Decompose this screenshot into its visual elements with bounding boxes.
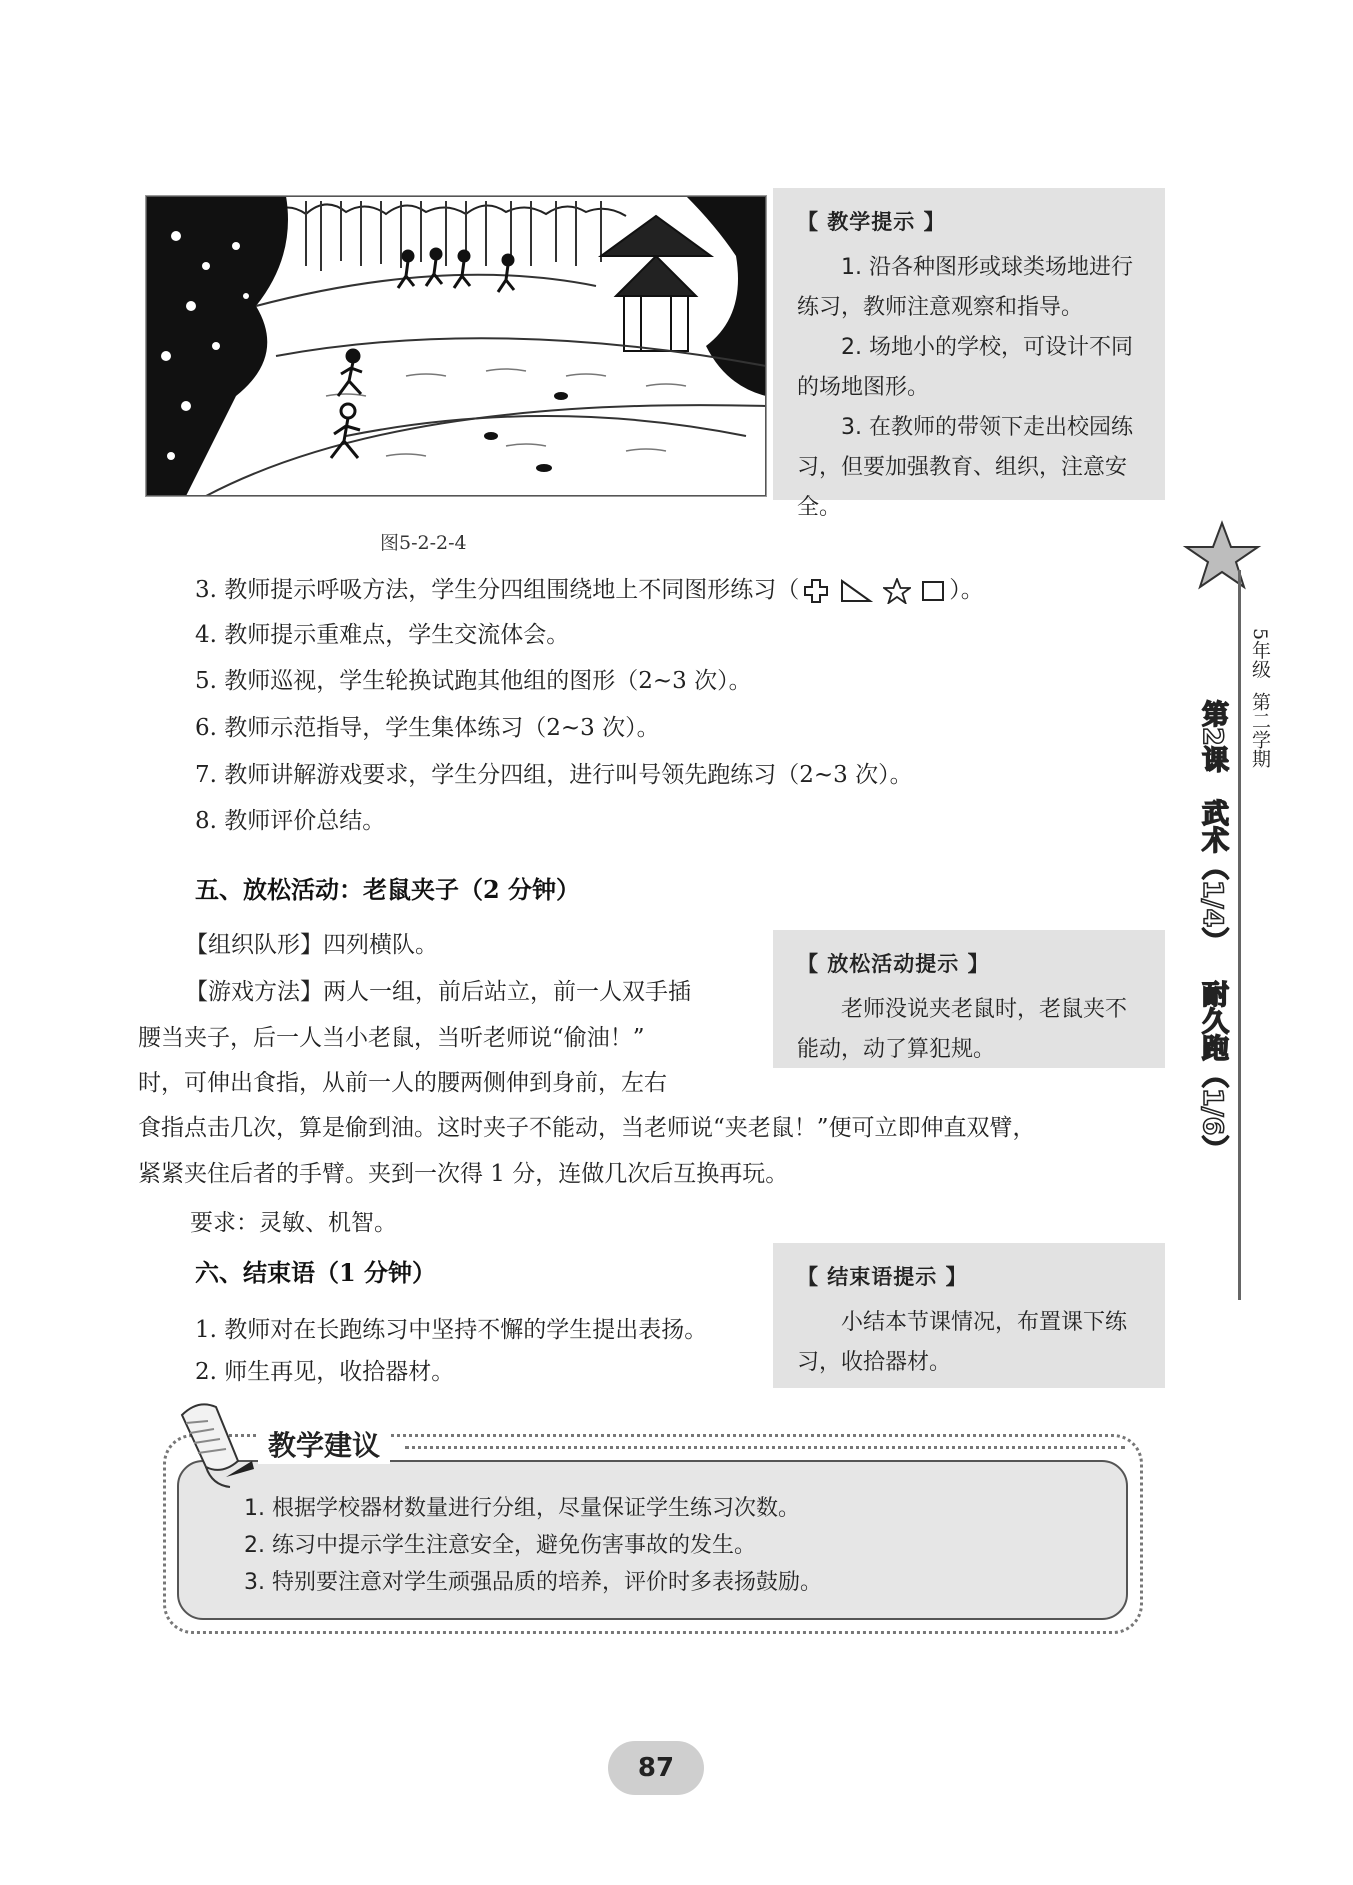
side-grade-term xyxy=(1242,628,1278,768)
step-3-text: 3. 教师提示呼吸方法，学生分四组围绕地上不同图形练习（ xyxy=(195,577,800,603)
suggestion-item: 3. 特别要注意对学生顽强品质的培养，评价时多表扬鼓励。 xyxy=(244,1570,822,1595)
relax-tip-title: 【 放松活动提示 】 xyxy=(797,952,990,976)
section-5-line: 时，可伸出食指，从前一人的腰两侧伸到身前，左右 xyxy=(138,1070,667,1096)
section-5-line: 【组织队形】四列横队。 xyxy=(185,932,438,958)
relax-activity-tip-box xyxy=(773,930,1165,1068)
step-8: 8. 教师评价总结。 xyxy=(195,808,386,834)
cross-shape-icon xyxy=(803,578,829,604)
step-5: 5. 教师巡视，学生轮换试跑其他组的图形（2~3 次）。 xyxy=(195,668,752,694)
section-5-line: 食指点击几次，算是偷到油。这时夹子不能动，当老师说“夹老鼠！”便可立即伸直双臂， xyxy=(138,1115,1036,1141)
step-4: 4. 教师提示重难点，学生交流体会。 xyxy=(195,622,570,648)
suggestion-item: 1. 根据学校器材数量进行分组，尽量保证学生练习次数。 xyxy=(244,1496,800,1521)
shape-icons xyxy=(803,578,945,604)
closing-tip-title: 【 结束语提示 】 xyxy=(797,1265,968,1289)
square-shape-icon xyxy=(921,580,945,602)
scroll-quill-icon xyxy=(168,1395,258,1499)
section-6-line: 2. 师生再见，收拾器材。 xyxy=(195,1359,455,1385)
teaching-tip-item: 2. 场地小的学校，可设计不同的场地图形。 xyxy=(797,335,1133,400)
figure-caption: 图5-2-2-4 xyxy=(380,532,467,554)
page-number: 87 xyxy=(608,1741,704,1795)
teaching-tip-item: 1. 沿各种图形或球类场地进行练习，教师注意观察和指导。 xyxy=(797,255,1133,320)
star-icon xyxy=(1182,520,1262,594)
side-topic-wushu: 武术（1/4） xyxy=(1197,798,1228,955)
teaching-suggestions-title: 教学建议 xyxy=(258,1424,390,1464)
teaching-suggestions-box xyxy=(177,1460,1128,1620)
section-6-line: 1. 教师对在长跑练习中坚持不懈的学生提出表扬。 xyxy=(195,1317,708,1343)
section-5-line: 腰当夹子，后一人当小老鼠，当听老师说“偷油！” xyxy=(138,1025,645,1051)
section-5-heading: 五、放松活动：老鼠夹子（2 分钟） xyxy=(195,875,581,904)
running-scene-illustration xyxy=(145,195,767,497)
star-shape-icon xyxy=(883,578,911,604)
suggestion-title-dotted-rule xyxy=(405,1446,1125,1449)
section-6-heading: 六、结束语（1 分钟） xyxy=(195,1258,437,1287)
closing-remarks-tip-box xyxy=(773,1243,1165,1388)
suggestion-item: 2. 练习中提示学生注意安全，避免伤害事故的发生。 xyxy=(244,1533,756,1558)
section-5-requirement: 要求：灵敏、机智。 xyxy=(190,1210,397,1236)
side-grade: 5年级 xyxy=(1249,628,1271,679)
right-triangle-icon xyxy=(839,579,873,603)
side-topic-endurance-run: 耐久跑（1/6） xyxy=(1197,980,1228,1163)
teaching-tip-title: 【 教学提示 】 xyxy=(797,210,946,234)
section-5-line: 【游戏方法】两人一组，前后站立，前一人双手插 xyxy=(185,979,691,1005)
step-7: 7. 教师讲解游戏要求，学生分四组，进行叫号领先跑练习（2~3 次）。 xyxy=(195,762,913,788)
step-6: 6. 教师示范指导，学生集体练习（2~3 次）。 xyxy=(195,715,660,741)
side-term: 第二学期 xyxy=(1249,692,1271,769)
closing-tip-item: 小结本节课情况，布置课下练习，收拾器材。 xyxy=(797,1310,1128,1375)
side-lesson-title xyxy=(1190,700,1234,1163)
teaching-tip-box xyxy=(773,188,1165,520)
step-3 xyxy=(195,575,984,605)
side-rule xyxy=(1238,570,1241,1300)
side-lesson-number: 第2课 xyxy=(1197,700,1228,773)
teaching-tip-item: 3. 在教师的带领下走出校园练习，但要加强教育、组织，注意安全。 xyxy=(797,415,1133,520)
section-5-line: 紧紧夹住后者的手臂。夹到一次得 1 分，连做几次后互换再玩。 xyxy=(138,1161,789,1187)
relax-tip-item: 老师没说夹老鼠时，老鼠夹不能动，动了算犯规。 xyxy=(797,997,1128,1062)
step-3-close: ）。 xyxy=(949,577,984,603)
